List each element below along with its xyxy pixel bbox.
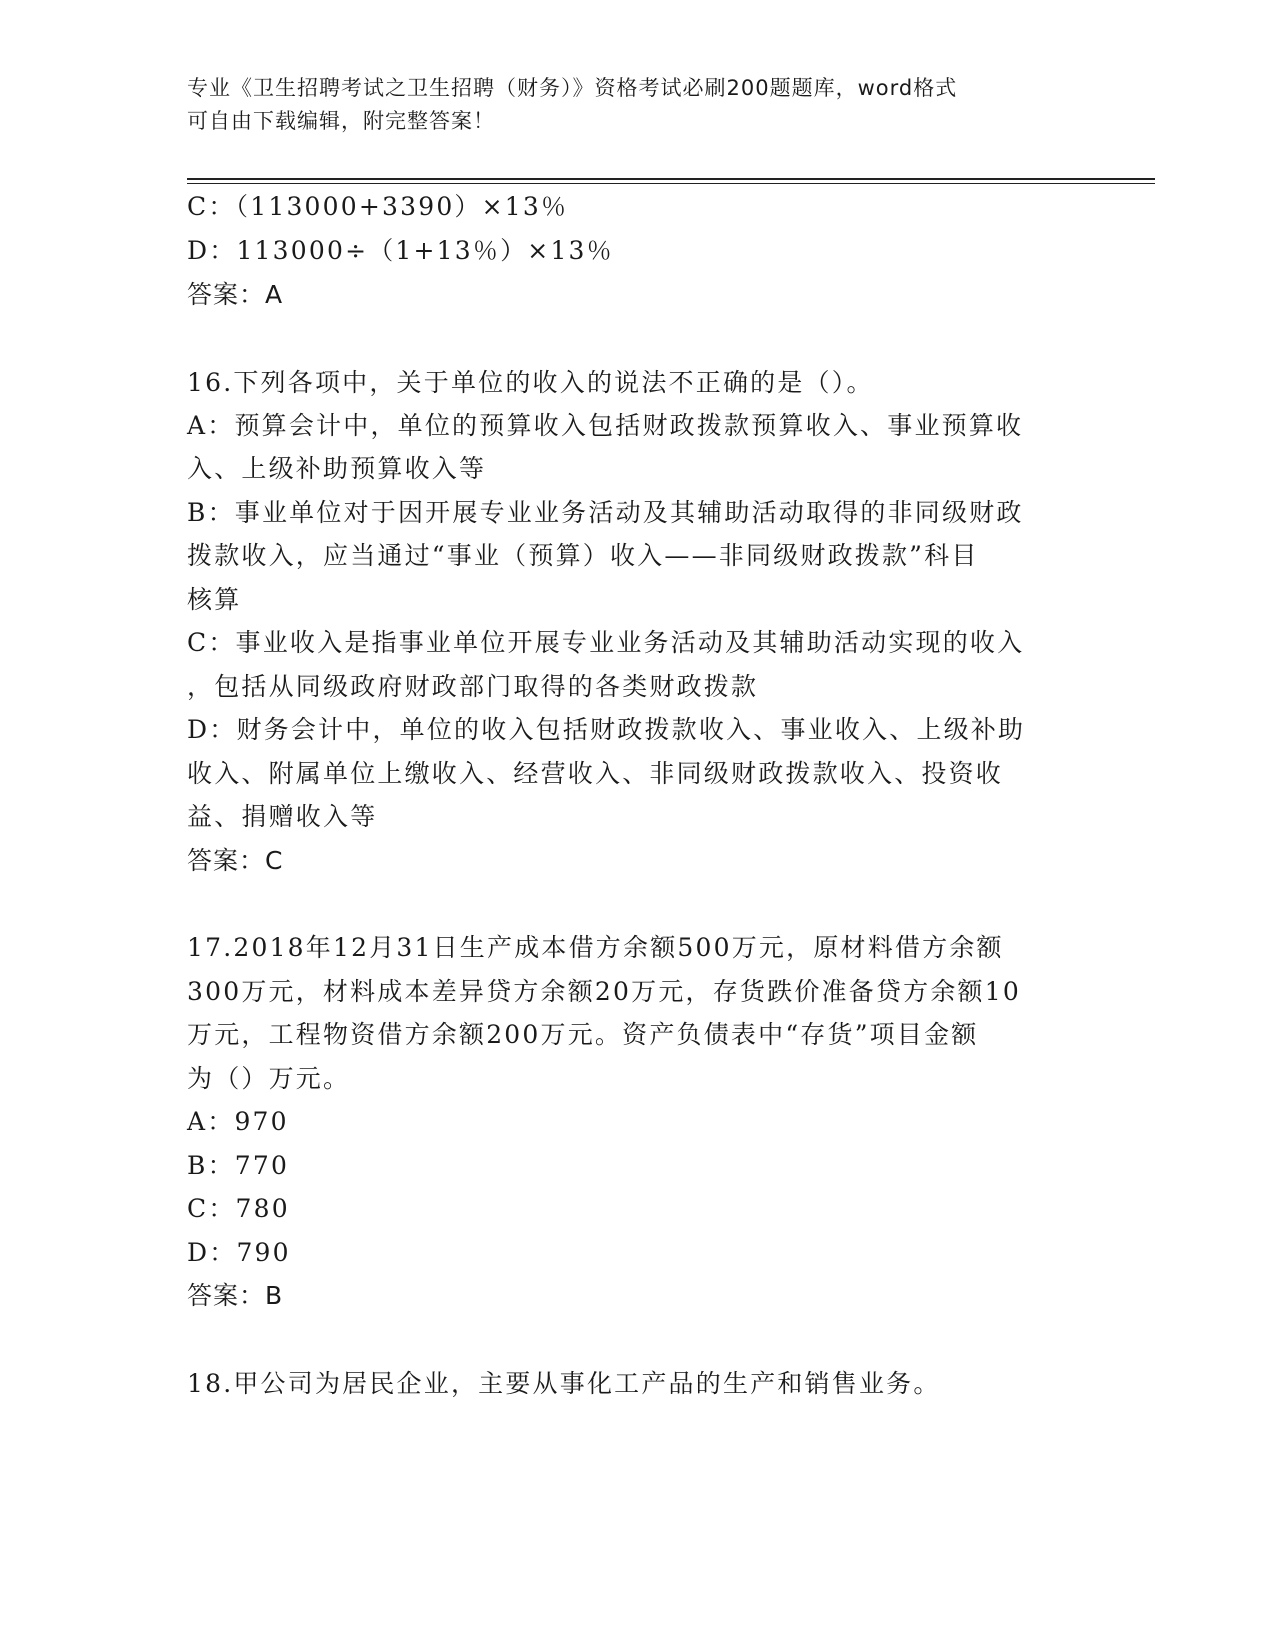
q16-option-b-line-1: B：事业单位对于因开展专业业务活动及其辅助活动取得的非同级财政 (187, 498, 1024, 527)
q17-answer: 答案：B (187, 1281, 284, 1310)
q16-option-c-line-2: ，包括从同级政府财政部门取得的各类财政拨款 (187, 672, 759, 701)
q16-option-a-line-2: 入、上级补助预算收入等 (187, 454, 487, 483)
q16-stem: 16.下列各项中，关于单位的收入的说法不正确的是（）。 (187, 368, 874, 397)
q17-stem-line-4: 为（）万元。 (187, 1064, 351, 1093)
q15-option-d: D：113000÷（1+13％）×13％ (187, 236, 614, 265)
q15-option-c: C：（113000+3390）×13％ (187, 192, 569, 221)
q16-option-a-line-1: A：预算会计中，单位的预算收入包括财政拨款预算收入、事业预算收 (187, 411, 1024, 440)
document-header (187, 72, 1067, 138)
q16-option-d-line-3: 益、捐赠收入等 (187, 802, 378, 831)
q17-option-a: A：970 (187, 1107, 289, 1136)
q16-option-b-line-2: 拨款收入，应当通过“事业（预算）收入——非同级财政拨款”科目 (187, 541, 979, 570)
q17-stem-line-2: 300万元，材料成本差异贷方余额20万元，存货跌价准备贷方余额10 (187, 977, 1021, 1006)
header-line-1: 专业《卫生招聘考试之卫生招聘（财务）》资格考试必刷200题题库，word格式 (187, 76, 958, 100)
q18-stem: 18.甲公司为居民企业，主要从事化工产品的生产和销售业务。 (187, 1369, 941, 1398)
q17-stem-line-3: 万元，工程物资借方余额200万元。资产负债表中“存货”项目金额 (187, 1020, 979, 1049)
q16-option-b-line-3: 核算 (187, 585, 242, 614)
header-divider-thin (187, 183, 1155, 184)
q16-option-d-line-1: D：财务会计中，单位的收入包括财政拨款收入、事业收入、上级补助 (187, 715, 1026, 744)
q17-option-b: B：770 (187, 1151, 290, 1180)
q16-option-d-line-2: 收入、附属单位上缴收入、经营收入、非同级财政拨款收入、投资收 (187, 759, 1004, 788)
q15-answer: 答案：A (187, 280, 284, 309)
header-divider-thick (187, 178, 1155, 180)
q17-stem-line-1: 17.2018年12月31日生产成本借方余额500万元，原材料借方余额 (187, 933, 1004, 962)
q16-answer: 答案：C (187, 846, 284, 875)
q17-option-c: C：780 (187, 1194, 290, 1223)
header-line-2: 可自由下载编辑，附完整答案！ (187, 109, 495, 133)
q17-option-d: D：790 (187, 1238, 291, 1267)
q16-option-c-line-1: C：事业收入是指事业单位开展专业业务活动及其辅助活动实现的收入 (187, 628, 1025, 657)
